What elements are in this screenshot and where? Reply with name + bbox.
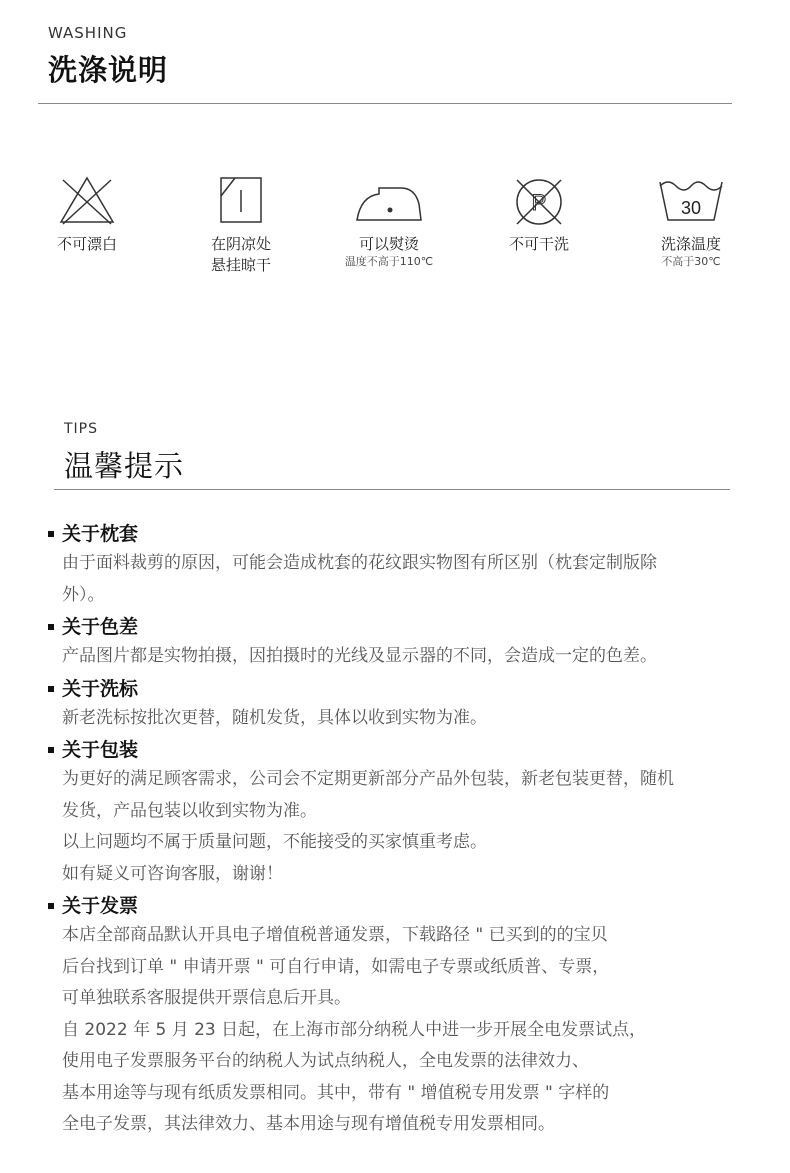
iron-low-icon [349,174,429,226]
wash-note: 温度不高于110℃ [344,255,434,268]
line-dry-shade-icon [211,174,271,226]
tips-title-en: TIPS [64,421,99,437]
tip-text-line: 发货，产品包装以收到实物为准。 [62,800,317,821]
wash-label: 洗涤温度 [660,235,721,253]
tip-text-line: 为更好的满足顾客需求，公司会不定期更新部分产品外包装，新老包装更替，随机 [62,769,674,789]
tip-text-line: 由于面料裁剪的原因，可能会造成枕套的花纹跟实物图有所区别（枕套定制版除 [62,553,657,573]
tip-heading [48,892,748,920]
svg-text:P: P [531,190,547,215]
tip-section [48,520,748,611]
tip-text-line: 全电子发票，其法律效力、基本用途与现有增值税专用发票相同。 [62,1114,555,1134]
tips-divider [54,489,730,490]
tip-text-line: 产品图片都是实物拍摄，因拍摄时的光线及显示器的不同，会造成一定的色差。 [62,646,657,666]
wash-item-no-dry-clean [484,174,594,255]
tip-heading [48,736,748,764]
tip-text-line: 自 2022 年 5 月 23 日起，在上海市部分纳税人中进一步开展全电发票试点， [62,1019,647,1040]
tip-text-line: 新老洗标按批次更替，随机发货，具体以收到实物为准。 [62,707,487,728]
tip-section [48,675,748,735]
wash-temp-value: 30 [680,198,702,218]
tip-heading-text: 关于枕套 [62,523,139,545]
tip-text-line: 可单独联系客服提供开票信息后开具。 [62,988,351,1008]
tip-text-line: 以上问题均不属于质量问题，不能接受的买家慎重考虑。 [62,832,487,852]
washing-divider [38,103,732,104]
tip-heading-text: 关于发票 [62,895,139,917]
bullet-icon [48,903,54,909]
bullet-icon [48,747,54,753]
tips-list [48,520,748,1143]
tip-section [48,736,748,890]
washing-title-en: WASHING [48,24,128,42]
bullet-icon [48,624,54,630]
tip-text-line: 本店全部商品默认开具电子增值税普通发票，下载路径 " 已买到的的宝贝 [62,925,608,945]
no-bleach-icon [57,174,117,226]
wash-label: 不可漂白 [56,235,117,253]
tip-heading [48,613,748,641]
tip-heading-text: 关于色差 [62,616,139,638]
tip-heading-text: 关于包装 [62,739,139,761]
no-dry-clean-icon [509,174,569,230]
wash-item-wash-30 [636,174,746,269]
tip-text-line: 如有疑义可咨询客服，谢谢！ [62,863,283,884]
tip-heading [48,675,748,703]
wash-item-no-bleach [32,174,142,255]
bullet-icon [48,531,54,537]
wash-label: 在阴凉处 悬挂晾干 [210,235,271,274]
tip-text-line: 基本用途等与现有纸质发票相同。其中，带有 " 增值税专用发票 " 字样的 [62,1082,610,1103]
tip-section [48,613,748,673]
tips-title-zh: 温馨提示 [64,449,185,483]
wash-item-iron [334,174,444,269]
tip-heading-text: 关于洗标 [62,677,139,700]
tip-heading [48,520,748,548]
tip-text-line: 后台找到订单 " 申请开票 " 可自行申请，如需电子专票或纸质普、专票， [62,956,610,977]
wash-label: 可以熨烫 [358,235,419,253]
washing-title-zh: 洗涤说明 [48,53,169,87]
wash-item-line-dry [186,174,296,276]
tip-section [48,892,748,1141]
bullet-icon [48,686,54,692]
wash-note: 不高于30℃ [661,255,721,268]
tip-text-line: 使用电子发票服务平台的纳税人为试点纳税人，全电发票的法律效力、 [62,1051,589,1071]
wash-label: 不可干洗 [508,235,569,253]
wash-30-icon [656,174,726,226]
tip-text-line: 外）。 [62,584,105,605]
